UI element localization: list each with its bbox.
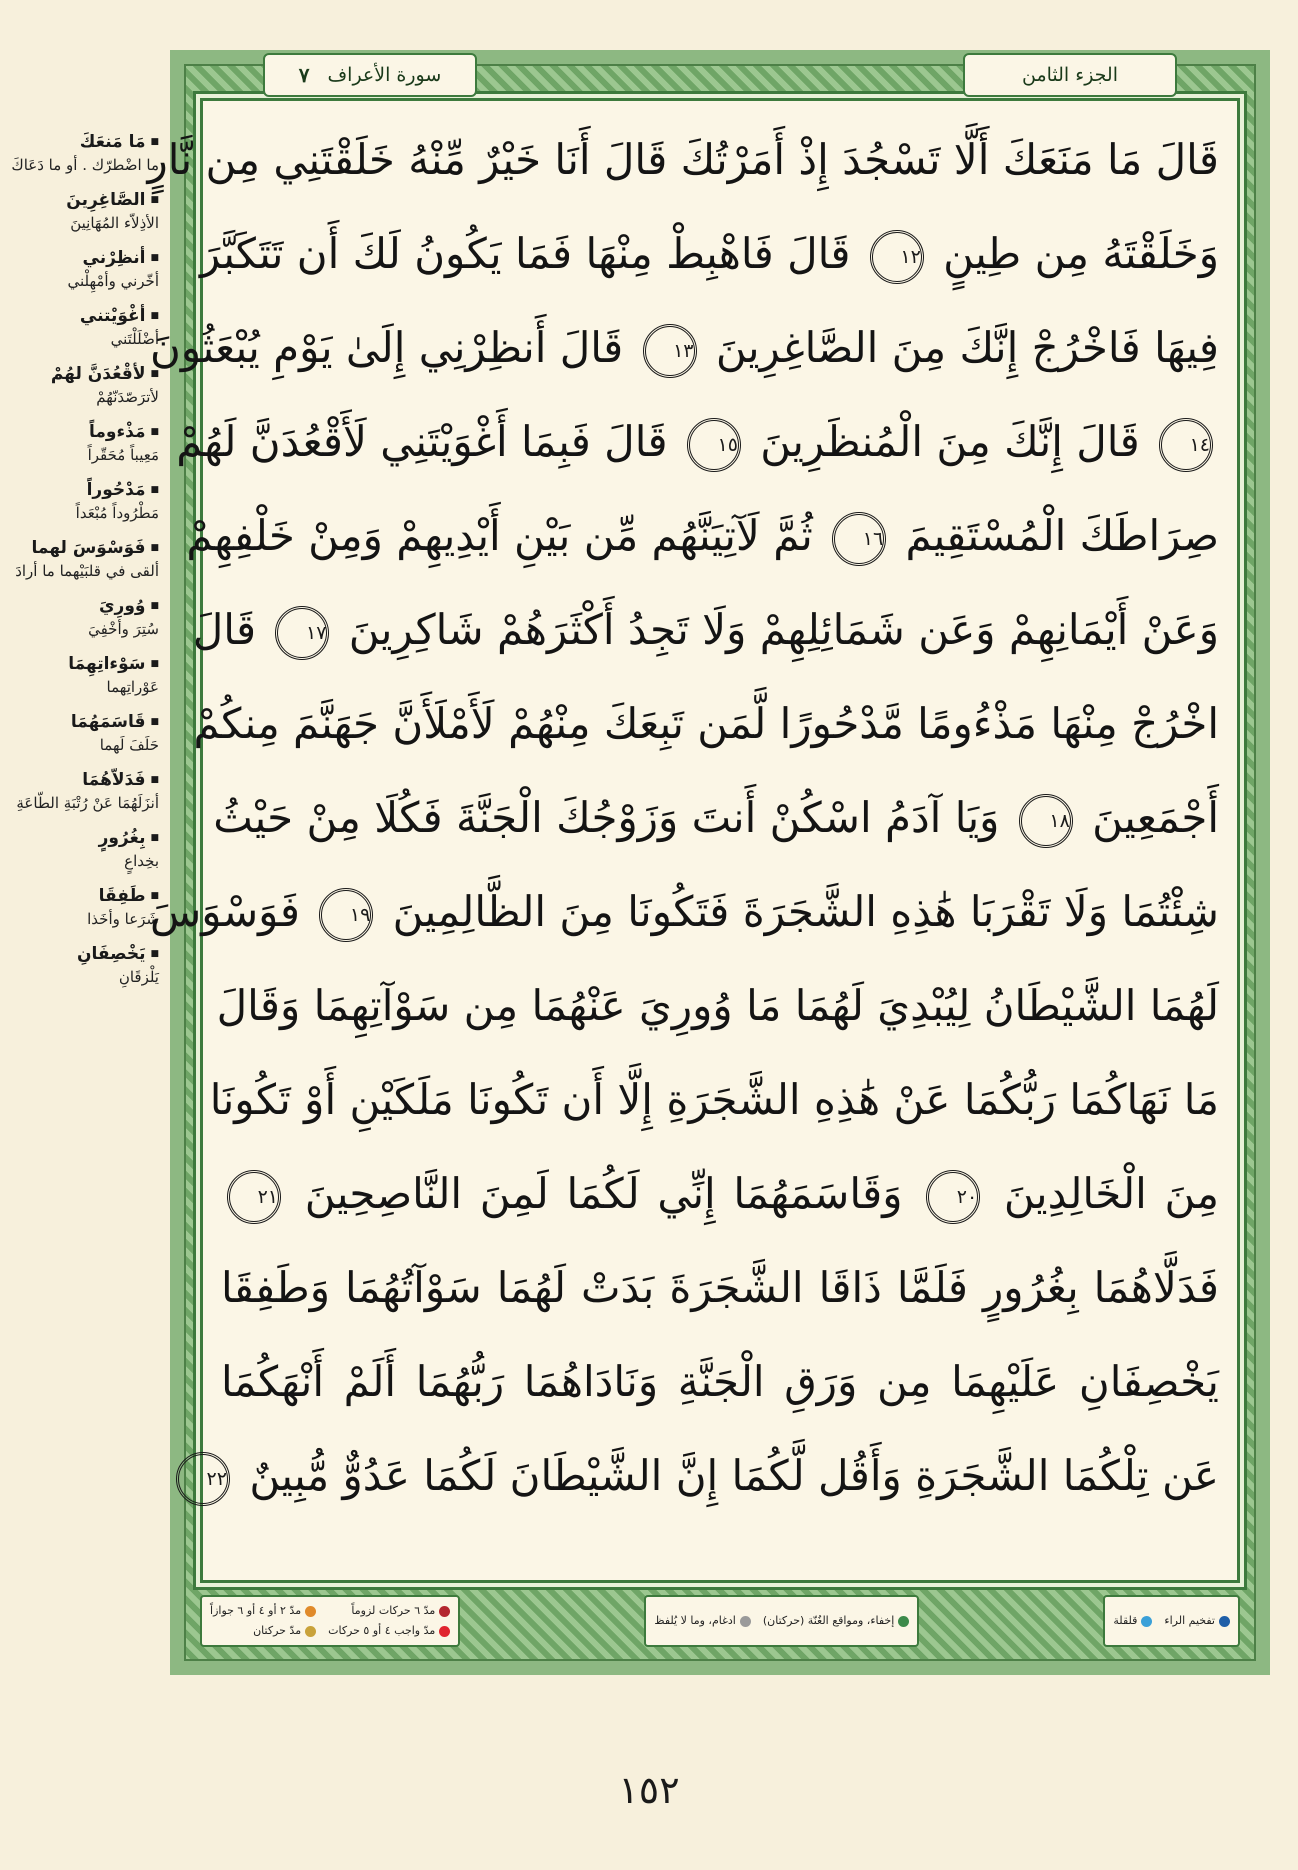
glossary-definition: بخِداعٍ	[124, 852, 159, 870]
verse-text: قَالَ أَنظِرْنِي إِلَىٰ يَوْمِ يُبْعَثُونَ	[149, 323, 637, 372]
legend-item	[654, 1611, 750, 1631]
legend-label: مدّ ٦ حركات لزوماً	[351, 1604, 436, 1617]
glossary-sidebar	[0, 130, 165, 1690]
legend-item	[1164, 1611, 1230, 1631]
verse-number-marker: ٢٠	[926, 1170, 980, 1224]
glossary-definition: أنزَلَهُمَا عَنْ رُتْبَةِ الطّاعَةِ	[16, 794, 159, 812]
legend-label: ادغام، وما لا يُلفظ	[654, 1614, 736, 1627]
legend-item	[328, 1621, 450, 1641]
verse-text: وَيَا آدَمُ اسْكُنْ أَنتَ وَزَوْجُكَ الْجَنَّةَ فَكُلَا مِنْ حَيْثُ	[213, 793, 1013, 842]
surah-title: سورة الأعراف	[327, 64, 442, 86]
legend-label: مدّ ٢ أو ٤ أو ٦ جوازاً	[210, 1604, 302, 1617]
verse-number-marker: ٢١	[227, 1170, 281, 1224]
glossary-definition: ألقى في قلبَيْهما ما أرادَ	[15, 562, 159, 580]
verse-line	[147, 113, 1219, 207]
verse-line	[200, 207, 1219, 301]
verse-line	[216, 959, 1219, 1053]
glossary-definition: شَرَعا وأخَذا	[87, 910, 159, 928]
glossary-definition: لأترَصّدَنّهُمْ	[96, 388, 159, 406]
verse-text: مَا نَهَاكُمَا رَبُّكُمَا عَنْ هَٰذِهِ الشَّجَرَةِ إِلَّا أَن تَكُونَا مَلَكَيْنِ أَوْ تَكُونَا	[209, 1075, 1219, 1124]
glossary-word: ■ طَفِقَا	[0, 884, 159, 908]
legend-item	[210, 1601, 316, 1621]
legend-color-dot	[898, 1616, 909, 1627]
glossary-word: ■ لأقْعُدَنَّ لهُمْ	[0, 362, 159, 386]
verse-line	[193, 677, 1219, 771]
legend-madd	[200, 1595, 460, 1647]
glossary-entry	[0, 130, 165, 176]
glossary-entry	[0, 246, 165, 292]
verse-text: وَعَنْ أَيْمَانِهِمْ وَعَن شَمَائِلِهِمْ وَلَا تَجِدُ أَكْثَرَهُمْ شَاكِرِينَ	[335, 605, 1219, 654]
glossary-entry	[0, 362, 165, 408]
glossary-entry	[0, 710, 165, 756]
tajweed-legend	[200, 1595, 1240, 1647]
glossary-word: ■ فَوَسْوَسَ لهما	[0, 536, 159, 560]
legend-item	[328, 1601, 450, 1621]
glossary-word: ■ بِغُرُورٍ	[0, 826, 159, 850]
surah-number: ٧	[298, 63, 310, 87]
glossary-definition: مَطْرُوداً مُبْعَداً	[75, 504, 159, 522]
glossary-entry	[0, 188, 165, 234]
glossary-word: ■ الصَّاغِرِينَ	[0, 188, 159, 212]
verse-text: اخْرُجْ مِنْهَا مَذْءُومًا مَّدْحُورًا لَّمَن تَبِعَكَ مِنْهُمْ لَأَمْلَأَنَّ جَهَنَّمَ مِنكُمْ	[193, 699, 1219, 748]
verse-line	[176, 395, 1219, 489]
legend-label: مدّ واجب ٤ أو ٥ حركات	[328, 1624, 436, 1637]
legend-color-dot	[439, 1606, 450, 1617]
glossary-definition: يَلْزقَانِ	[118, 968, 159, 986]
verse-number-marker: ١٨	[1019, 794, 1073, 848]
verse-number-marker: ٢٢	[176, 1452, 230, 1506]
glossary-definition: حَلَفَ لَهما	[99, 736, 159, 754]
verse-text: وَقَاسَمَهُمَا إِنِّي لَكُمَا لَمِنَ النَّاصِحِينَ	[287, 1169, 921, 1218]
juz-label	[963, 53, 1177, 97]
verse-line	[149, 865, 1219, 959]
legend-color-dot	[439, 1626, 450, 1637]
verse-line	[221, 1335, 1219, 1429]
legend-item	[763, 1611, 909, 1631]
text-area	[147, 63, 1240, 1583]
verse-number-marker: ١٢	[870, 230, 924, 284]
verse-text: يَخْصِفَانِ عَلَيْهِمَا مِن وَرَقِ الْجَنَّةِ وَنَادَاهُمَا رَبُّهُمَا أَلَمْ أَنْهَكُمَا	[221, 1357, 1219, 1406]
legend-label: مدّ حركتان	[253, 1624, 302, 1637]
glossary-entry	[0, 304, 165, 350]
glossary-word: ■ أغْوَيْتني	[0, 304, 159, 328]
verse-text: قَالَ	[192, 605, 270, 654]
verse-text: مِنَ الْخَالِدِينَ	[986, 1169, 1219, 1218]
verse-text: قَالَ فَاهْبِطْ مِنْهَا فَمَا يَكُونُ لَكَ أَن تَتَكَبَّرَ	[200, 229, 864, 278]
verse-text: قَالَ إِنَّكَ مِنَ الْمُنظَرِينَ	[746, 417, 1153, 466]
glossary-entry	[0, 594, 165, 640]
surah-label	[263, 53, 477, 97]
verse-line	[221, 1147, 1219, 1241]
glossary-word: ■ مَا مَنعَكَ	[0, 130, 159, 154]
legend-label: إخفاء، ومواقع الغُنّة (حركتان)	[762, 1614, 895, 1627]
glossary-definition: أخّرني وأمْهِلْني	[67, 272, 159, 290]
verse-text: لَهُمَا الشَّيْطَانُ لِيُبْدِيَ لَهُمَا مَا وُورِيَ عَنْهُمَا مِن سَوْآتِهِمَا وَقَالَ	[216, 981, 1219, 1030]
verse-text: فِيهَا فَاخْرُجْ إِنَّكَ مِنَ الصَّاغِرِينَ	[702, 323, 1219, 372]
legend-item	[210, 1621, 316, 1641]
verse-lines	[147, 113, 1219, 1570]
verse-line	[221, 1241, 1219, 1335]
glossary-entry	[0, 826, 165, 872]
page-frame	[147, 50, 1270, 1675]
verse-text: فَدَلَّاهُمَا بِغُرُورٍ فَلَمَّا ذَاقَا الشَّجَرَةَ بَدَتْ لَهُمَا سَوْآتُهُمَا وَطَفِقَا	[221, 1263, 1219, 1312]
verse-text: عَن تِلْكُمَا الشَّجَرَةِ وَأَقُل لَّكُمَا إِنَّ الشَّيْطَانَ لَكُمَا عَدُوٌّ مُّبِينٌ	[235, 1451, 1219, 1500]
glossary-definition: ما اضْطرّك . أو ما دَعَاكَ	[11, 156, 159, 174]
legend-tafkhim	[1103, 1595, 1240, 1647]
verse-number-marker: ١٧	[275, 606, 329, 660]
glossary-entry	[0, 652, 165, 698]
glossary-word: ■ أنظِرْني	[0, 246, 159, 270]
verse-line	[206, 1429, 1219, 1523]
verse-text: وَخَلَقْتَهُ مِن طِينٍ	[929, 229, 1219, 278]
page-number: ١٥٢	[618, 1768, 680, 1812]
verse-text: قَالَ فَبِمَا أَغْوَيْتَنِي لَأَقْعُدَنَّ لَهُمْ	[176, 417, 681, 466]
glossary-word: ■ مَدْحُوراً	[0, 478, 159, 502]
glossary-entry	[0, 884, 165, 930]
verse-text: أَجْمَعِينَ	[1078, 793, 1219, 842]
juz-title: الجزء الثامن	[1021, 64, 1119, 86]
legend-item	[1113, 1611, 1152, 1631]
verse-text: فَوَسْوَسَ	[149, 887, 314, 936]
glossary-word: ■ يَخْصِفَانِ	[0, 942, 159, 966]
legend-color-dot	[305, 1606, 316, 1617]
legend-color-dot	[740, 1616, 751, 1627]
verse-number-marker: ١٩	[319, 888, 373, 942]
glossary-entry	[0, 478, 165, 524]
verse-line	[186, 489, 1219, 583]
glossary-entry	[0, 420, 165, 466]
legend-color-dot	[305, 1626, 316, 1637]
verse-number-marker: ١٦	[832, 512, 886, 566]
verse-text: قَالَ مَا مَنَعَكَ أَلَّا تَسْجُدَ إِذْ أَمَرْتُكَ قَالَ أَنَا خَيْرٌ مِّنْهُ خَلَقْتَنِي مِن نَّارٍ	[147, 135, 1219, 184]
glossary-entry	[0, 942, 165, 988]
verse-line	[209, 1053, 1219, 1147]
glossary-word: ■ مَذْءوماً	[0, 420, 159, 444]
glossary-word: ■ سَوْءاتِهِمَا	[0, 652, 159, 676]
glossary-entry	[0, 768, 165, 814]
verse-number-marker: ١٥	[687, 418, 741, 472]
verse-text: شِئْتُمَا وَلَا تَقْرَبَا هَٰذِهِ الشَّجَرَةَ فَتَكُونَا مِنَ الظَّالِمِينَ	[379, 887, 1219, 936]
legend-label: تفخيم الراء	[1164, 1614, 1215, 1627]
legend-ghunna	[644, 1595, 919, 1647]
glossary-definition: سُتِرَ وأخْفِيَ	[88, 620, 159, 638]
glossary-entry	[0, 536, 165, 582]
verse-line	[213, 771, 1219, 865]
verse-line	[192, 583, 1219, 677]
legend-label: قلقلة	[1113, 1614, 1138, 1627]
legend-color-dot	[1219, 1616, 1230, 1627]
legend-color-dot	[1141, 1616, 1152, 1627]
glossary-definition: مَعِيباً مُحَقّراً	[87, 446, 159, 464]
verse-number-marker: ١٤	[1159, 418, 1213, 472]
glossary-definition: الأذِلاّء المُهَانِينَ	[70, 214, 159, 232]
glossary-definition: أضْلَلْتَني	[110, 330, 159, 348]
verse-text: صِرَاطَكَ الْمُسْتَقِيمَ	[892, 511, 1219, 560]
verse-text: ثُمَّ لَآتِيَنَّهُم مِّن بَيْنِ أَيْدِيهِمْ وَمِنْ خَلْفِهِمْ	[186, 511, 827, 560]
verse-number-marker: ١٣	[643, 324, 697, 378]
glossary-definition: عَوْراتِهما	[106, 678, 159, 696]
glossary-word: ■ فَدَلاّهُمَا	[0, 768, 159, 792]
glossary-word: ■ قَاسَمَهُمَا	[0, 710, 159, 734]
glossary-word: ■ وُورِيَ	[0, 594, 159, 618]
verse-line	[149, 301, 1219, 395]
